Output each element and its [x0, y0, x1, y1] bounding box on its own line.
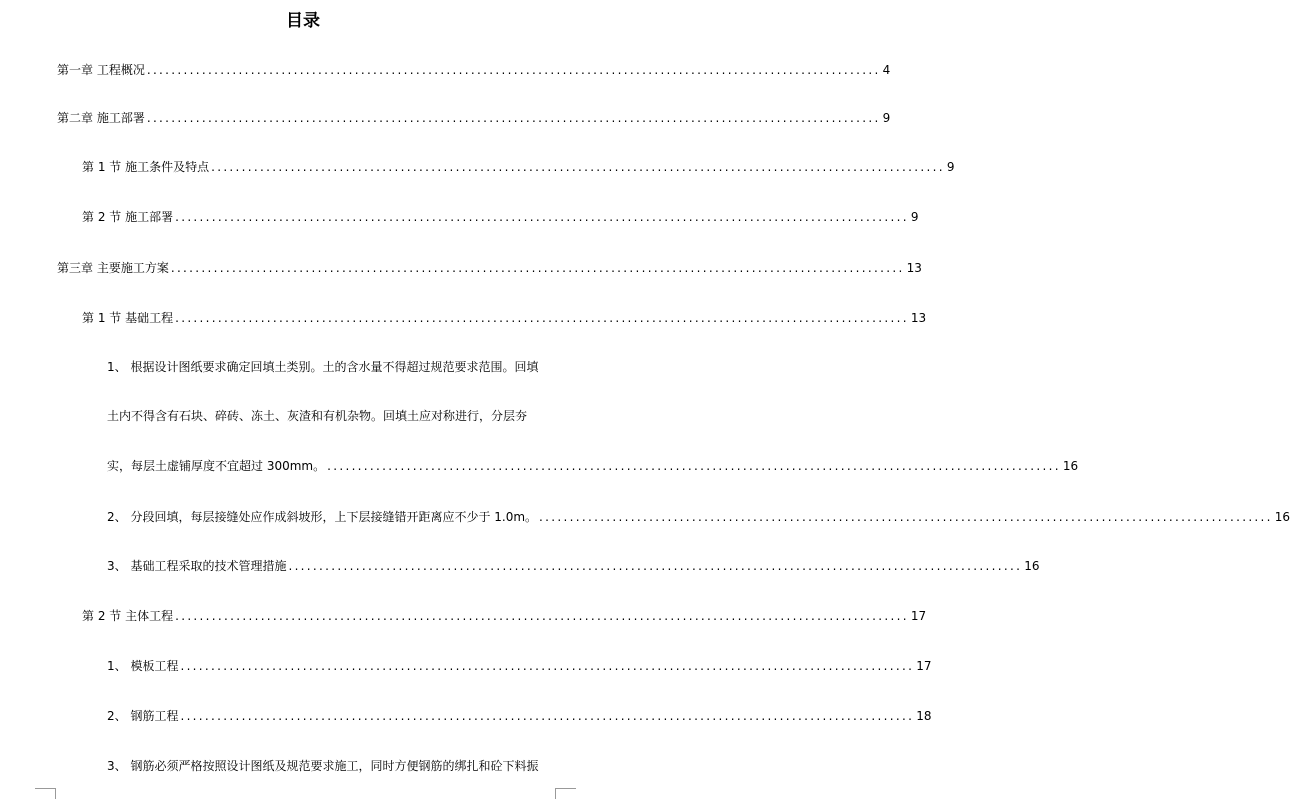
- toc-entry[interactable]: [0, 608, 927, 624]
- dot-leader: ........................................................................................................................: [539, 510, 1273, 524]
- toc-entry-label: 3、 钢筋必须严格按照设计图纸及规范要求施工，同时方便钢筋的绑扎和砼下料振: [107, 759, 539, 773]
- toc-entry[interactable]: [0, 708, 932, 724]
- toc-entry[interactable]: [0, 458, 1079, 474]
- toc-entry-label: 第三章 主要施工方案: [57, 261, 169, 275]
- dot-leader: ........................................................................................................................: [175, 609, 909, 623]
- toc-entry-page: 16: [1024, 559, 1040, 573]
- toc-entry-label: 第二章 施工部署: [57, 111, 145, 125]
- toc-entry[interactable]: [0, 159, 955, 175]
- toc-entry-page: 13: [910, 311, 927, 325]
- toc-entry[interactable]: [0, 658, 932, 674]
- page-corner-mark: [35, 788, 56, 799]
- dot-leader: ........................................................................................................................: [180, 709, 915, 723]
- toc-entry-page: 16: [1062, 459, 1079, 473]
- toc-entry[interactable]: [0, 310, 927, 326]
- toc-entry-label: 2、 钢筋工程: [107, 709, 179, 723]
- toc-entry-label: 1、 根据设计图纸要求确定回填土类别。土的含水量不得超过规范要求范围。回填: [107, 360, 539, 374]
- toc-entry-label: 第 2 节 施工部署: [82, 210, 174, 224]
- toc-entry[interactable]: [0, 359, 713, 375]
- dot-leader: ........................................................................................................................: [288, 559, 1023, 573]
- toc-title: 目录: [286, 11, 320, 31]
- dot-leader: ........................................................................................................................: [175, 311, 909, 325]
- toc-entry[interactable]: [0, 509, 1290, 525]
- page-corner-mark: [555, 788, 576, 799]
- toc-entry-label: 1、 模板工程: [107, 659, 179, 673]
- toc-entry-label: 土内不得含有石块、碎砖、冻土、灰渣和有机杂物。回填土应对称进行，分层夯: [107, 409, 528, 423]
- dot-leader: ........................................................................................................................: [146, 63, 881, 77]
- dot-leader: ........................................................................................................................: [146, 111, 881, 125]
- toc-entry-page: 9: [882, 111, 891, 125]
- toc-entry[interactable]: [0, 62, 891, 78]
- toc-entry-label: 第 1 节 基础工程: [82, 311, 174, 325]
- dot-leader: ........................................................................................................................: [175, 210, 909, 224]
- toc-entry-page: 16: [1274, 510, 1290, 524]
- toc-entry-page: 9: [910, 210, 919, 224]
- toc-entry[interactable]: [0, 558, 1040, 574]
- dot-leader: ........................................................................................................................: [327, 459, 1061, 473]
- toc-entry-page: 17: [910, 609, 927, 623]
- toc-entry[interactable]: [0, 209, 919, 225]
- toc-entry-label: 3、 基础工程采取的技术管理措施: [107, 559, 287, 573]
- toc-entry-page: 4: [882, 63, 891, 77]
- toc-entry-label: 第 2 节 主体工程: [82, 609, 174, 623]
- dot-leader: ........................................................................................................................: [170, 261, 905, 275]
- toc-entry-label: 2、 分段回填，每层接缝处应作成斜坡形，上下层接缝错开距离应不少于 1.0m。: [107, 510, 538, 524]
- toc-entry[interactable]: [0, 758, 713, 774]
- dot-leader: ........................................................................................................................: [180, 659, 915, 673]
- toc-entry[interactable]: [0, 408, 713, 424]
- toc-entry-page: 13: [906, 261, 922, 275]
- toc-entry-page: 18: [916, 709, 932, 723]
- toc-entry-label: 第 1 节 施工条件及特点: [82, 160, 210, 174]
- dot-leader: ........................................................................................................................: [211, 160, 945, 174]
- toc-entry-page: 17: [916, 659, 932, 673]
- toc-entry-page: 9: [946, 160, 955, 174]
- toc-entry[interactable]: [0, 260, 922, 276]
- toc-entry-label: 第一章 工程概况: [57, 63, 145, 77]
- toc-entry-label: 实，每层土虚铺厚度不宜超过 300mm。: [107, 459, 326, 473]
- toc-entry[interactable]: [0, 110, 891, 126]
